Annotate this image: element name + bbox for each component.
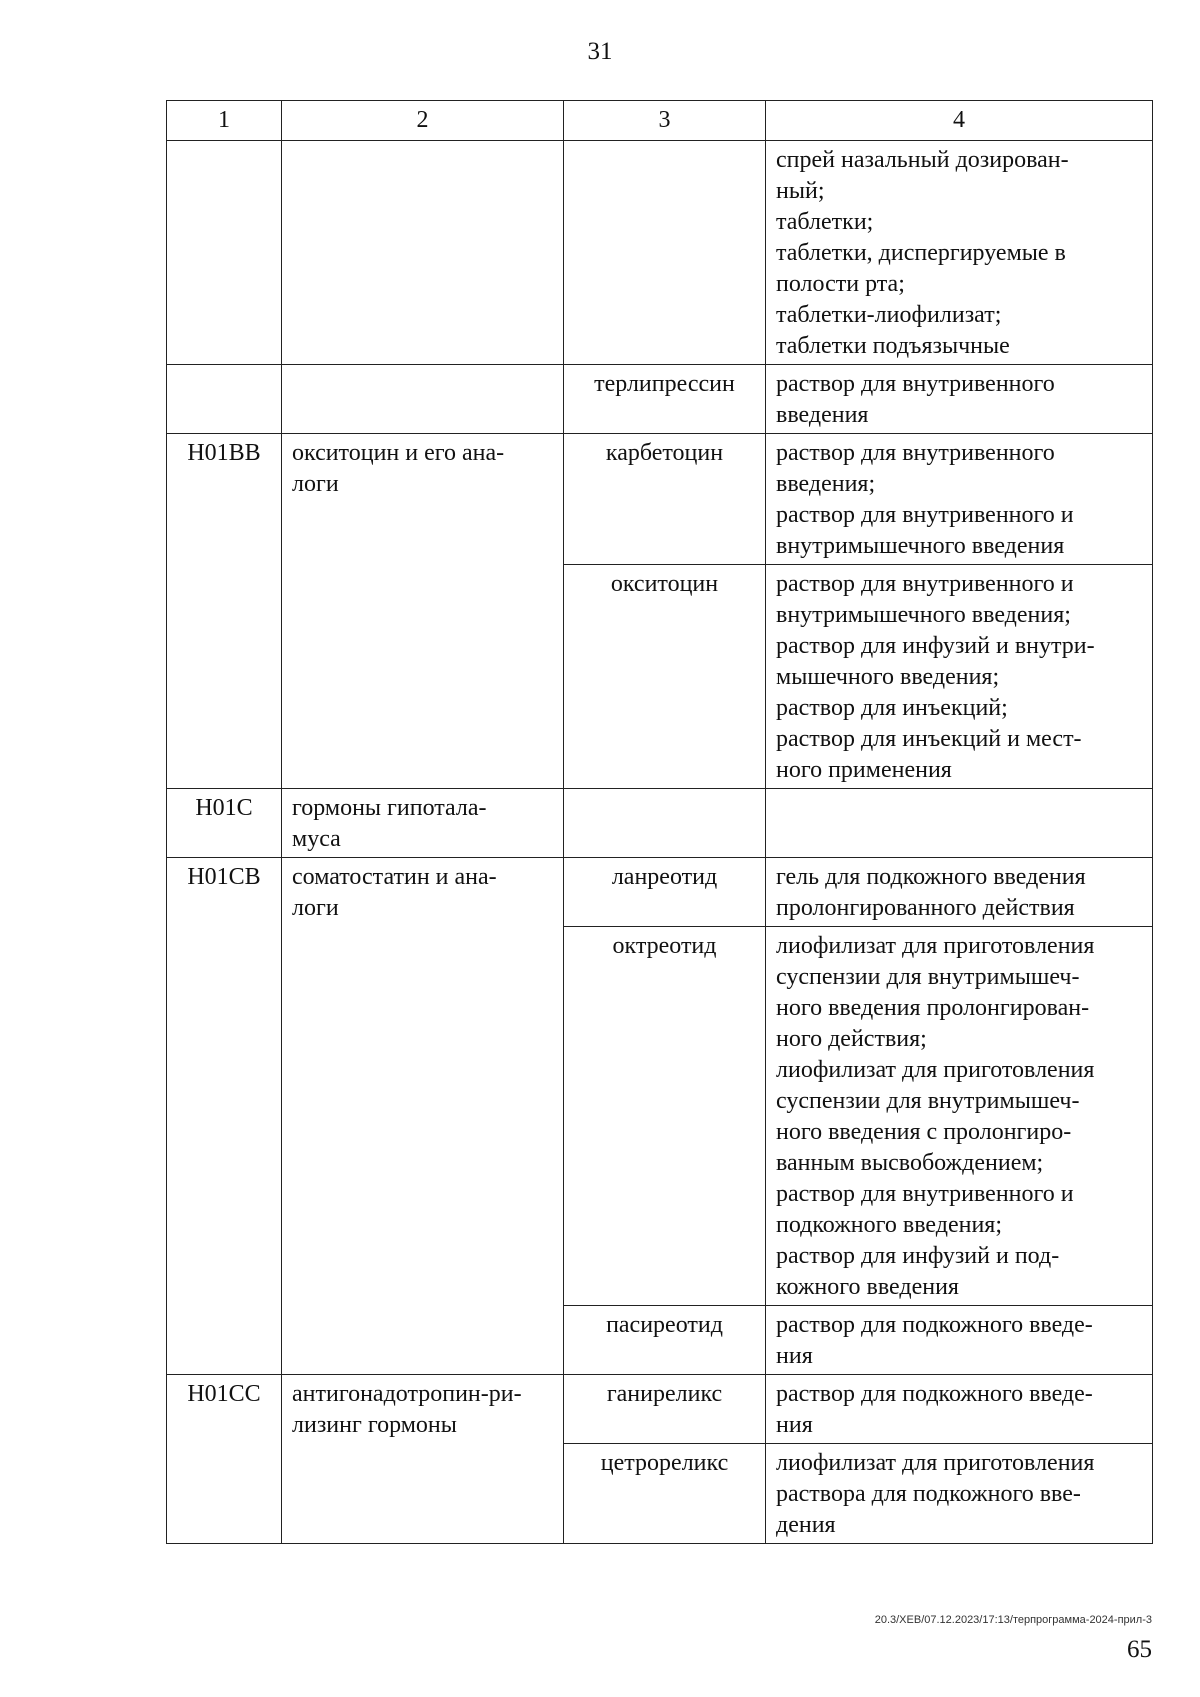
form-line: ного введения с пролонгиро- <box>776 1119 1072 1145</box>
form-line: раствор для инфузий и внутри- <box>776 633 1095 659</box>
form-line: введения <box>776 402 869 428</box>
table-row <box>167 858 1153 927</box>
atc-code-cell <box>167 365 282 434</box>
drug-cell: октреотид <box>564 927 766 1306</box>
form-line: ного действия; <box>776 1026 927 1052</box>
drug-cell: цетрореликс <box>564 1444 766 1544</box>
group-cell <box>282 789 564 858</box>
atc-code-cell: H01C <box>167 789 282 858</box>
group-cell <box>282 141 564 365</box>
forms-cell <box>766 927 1153 1306</box>
page-number: 31 <box>587 38 613 65</box>
form-line: раствор для инъекций; <box>776 695 1008 721</box>
forms-cell <box>766 141 1153 365</box>
form-line: кожного введения <box>776 1274 959 1300</box>
form-line: ванным высвобождением; <box>776 1150 1044 1176</box>
forms-cell <box>766 1444 1153 1544</box>
form-line: ния <box>776 1412 813 1438</box>
form-line: введения; <box>776 471 876 497</box>
form-line: раствор для внутривенного и <box>776 502 1074 528</box>
form-line: внутримышечного введения <box>776 533 1065 559</box>
form-line: раствор для внутривенного <box>776 440 1055 466</box>
form-line: раствор для подкожного введе- <box>776 1381 1093 1407</box>
form-line: таблетки подъязычные <box>776 333 1010 359</box>
form-line: дения <box>776 1512 836 1538</box>
form-line: лиофилизат для приготовления <box>776 933 1095 959</box>
drug-cell: окситоцин <box>564 565 766 789</box>
group-line: соматостатин и ана- <box>292 864 497 890</box>
drug-cell: терлипрессин <box>564 365 766 434</box>
header-col-2: 2 <box>282 101 564 141</box>
form-line: таблетки, диспергируемые в <box>776 240 1066 266</box>
form-line: раствор для инфузий и под- <box>776 1243 1060 1269</box>
drug-cell: ганиреликс <box>564 1375 766 1444</box>
group-line: муса <box>292 826 341 852</box>
form-line: пролонгированного действия <box>776 895 1075 921</box>
forms-cell <box>766 565 1153 789</box>
table-row <box>167 365 1153 434</box>
form-line: раствор для внутривенного <box>776 371 1055 397</box>
form-line: раствор для внутривенного и <box>776 571 1074 597</box>
table-row <box>167 434 1153 565</box>
drug-table <box>166 100 1153 1544</box>
form-line: раствор для инъекций и мест- <box>776 726 1082 752</box>
document-reference: 20.3/ХЕВ/07.12.2023/17:13/терпрограмма-2024-прил-3 <box>874 1614 1152 1626</box>
form-line: подкожного введения; <box>776 1212 1002 1238</box>
header-row <box>167 101 1153 141</box>
group-cell <box>282 434 564 789</box>
form-line: полости рта; <box>776 271 905 297</box>
form-line: раствора для подкожного вве- <box>776 1481 1081 1507</box>
form-line: ного введения пролонгирован- <box>776 995 1090 1021</box>
drug-cell: ланреотид <box>564 858 766 927</box>
form-line: раствор для внутривенного и <box>776 1181 1074 1207</box>
forms-cell <box>766 1306 1153 1375</box>
group-cell <box>282 365 564 434</box>
forms-cell <box>766 434 1153 565</box>
form-line: ния <box>776 1343 813 1369</box>
drug-cell <box>564 789 766 858</box>
form-line: спрей назальный дозирован- <box>776 147 1069 173</box>
drug-cell: карбетоцин <box>564 434 766 565</box>
atc-code-cell <box>167 141 282 365</box>
form-line: таблетки; <box>776 209 874 235</box>
group-cell <box>282 858 564 1375</box>
table-row <box>167 789 1153 858</box>
forms-cell <box>766 1375 1153 1444</box>
group-line: антигонадотропин-ри- <box>292 1381 522 1407</box>
form-line: внутримышечного введения; <box>776 602 1071 628</box>
drug-cell <box>564 141 766 365</box>
forms-cell <box>766 789 1153 858</box>
header-col-3: 3 <box>564 101 766 141</box>
group-line: лизинг гормоны <box>292 1412 457 1438</box>
form-line: суспензии для внутримышеч- <box>776 1088 1080 1114</box>
form-line: ный; <box>776 178 825 204</box>
group-line: логи <box>292 895 339 921</box>
table-row <box>167 141 1153 365</box>
form-line: лиофилизат для приготовления <box>776 1057 1095 1083</box>
forms-cell <box>766 365 1153 434</box>
form-line: раствор для подкожного введе- <box>776 1312 1093 1338</box>
form-line: гель для подкожного введения <box>776 864 1086 890</box>
form-line: ного применения <box>776 757 952 783</box>
footer-page-number: 65 <box>1127 1636 1152 1663</box>
drug-cell: пасиреотид <box>564 1306 766 1375</box>
group-cell <box>282 1375 564 1544</box>
group-line: окситоцин и его ана- <box>292 440 505 466</box>
header-col-1: 1 <box>167 101 282 141</box>
atc-code-cell: H01BB <box>167 434 282 789</box>
group-line: логи <box>292 471 339 497</box>
atc-code-cell: H01CC <box>167 1375 282 1544</box>
table-row <box>167 1375 1153 1444</box>
forms-cell <box>766 858 1153 927</box>
header-col-4: 4 <box>766 101 1153 141</box>
group-line: гормоны гипотала- <box>292 795 487 821</box>
atc-code-cell: H01CB <box>167 858 282 1375</box>
form-line: лиофилизат для приготовления <box>776 1450 1095 1476</box>
form-line: мышечного введения; <box>776 664 1000 690</box>
form-line: таблетки-лиофилизат; <box>776 302 1002 328</box>
form-line: суспензии для внутримышеч- <box>776 964 1080 990</box>
